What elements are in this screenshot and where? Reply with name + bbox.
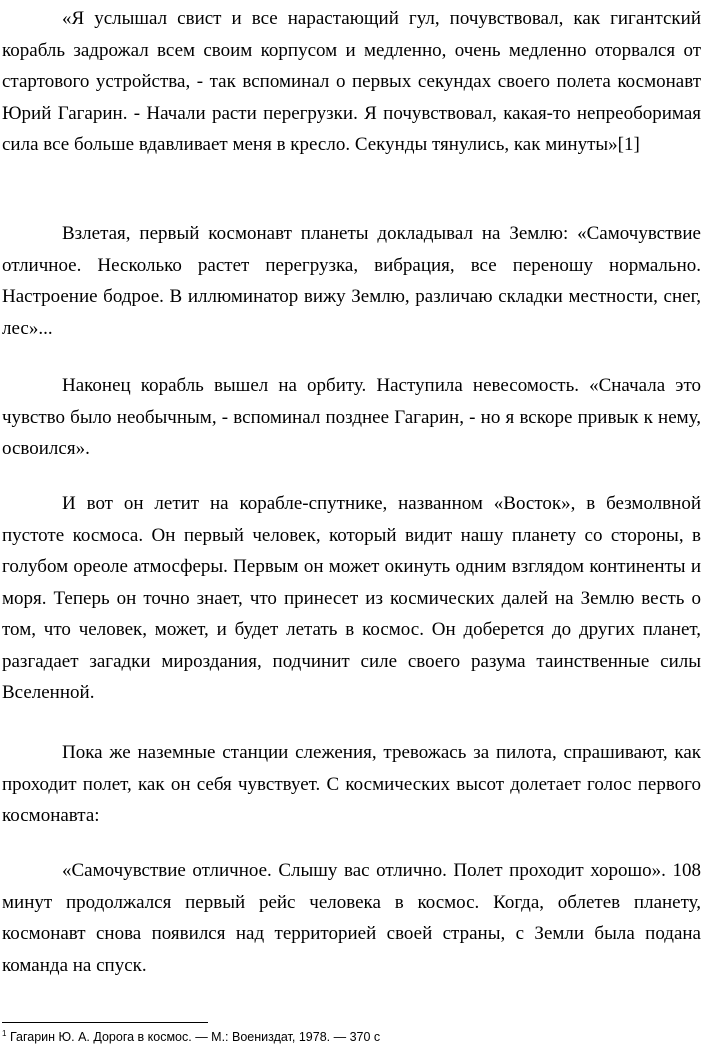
paragraph-text: «Я услышал свист и все нарастающий гул, почувствовал, как гигантский корабль задрожал всем своим корпусом и медленно, очень медленно оторвался от стартового устройства, - так вспоминал о первых секундах своего полета космонавт Юрий Гагарин. - Начали расти перегрузки. Я почувствовал, какая-то непреоборимая сила все больше вдавливает меня в кресло. Секунды тянулись, как минуты» (2, 8, 701, 155)
paragraph-text: «Самочувствие отличное. Слышу вас отлично. Полет проходит хорошо». 108 минут продолжался первый рейс человека в космос. Когда, облетев планету, космонавт снова появился над территорией своей страны, с Земли была подана команда на спуск. (2, 860, 701, 976)
footnote-text: Гагарин Ю. А. Дорога в космос. — М.: Воениздат, 1978. — 370 с (9, 1030, 381, 1044)
footnote-separator (2, 1022, 208, 1023)
paragraph-text: Наконец корабль вышел на орбиту. Наступила невесомость. «Сначала это чувство было необычным, - вспоминал позднее Гагарин, - но я вскоре привык к нему, освоился». (2, 375, 701, 459)
paragraph-vostok-flight (2, 488, 701, 709)
paragraph-orbit-weightlessness (2, 370, 701, 465)
footnote-marker: 1 (2, 1028, 7, 1038)
paragraph-takeoff-report (2, 218, 701, 344)
paragraph-text: И вот он летит на корабле-спутнике, названном «Восток», в безмолвной пустоте космоса. Он первый человек, который видит нашу планету со стороны, в голубом ореоле атмосферы. Первым он может окинуть одним взглядом континенты и моря. Теперь он точно знает, что принесет из космических далей на Землю весть о том, что человек, может, и будет летать в космос. Он доберется до других планет, разгадает загадки мироздания, подчинит силе своего разума таинственные силы Вселенной. (2, 493, 701, 703)
paragraph-text: Взлетая, первый космонавт планеты докладывал на Землю: «Самочувствие отличное. Несколько растет перегрузка, вибрация, все переношу нормально. Настроение бодрое. В иллюминатор вижу Землю, различаю складки местности, снег, лес»... (2, 223, 701, 339)
footnote-reference-link[interactable]: [1] (617, 134, 640, 155)
footnote (2, 1029, 692, 1045)
paragraph-ground-stations (2, 737, 701, 832)
paragraph-descent-command (2, 855, 701, 981)
paragraph-gagarin-launch-quote (2, 3, 701, 161)
paragraph-text: Пока же наземные станции слежения, тревожась за пилота, спрашивают, как проходит полет, как он себя чувствует. С космических высот долетает голос первого космонавта: (2, 742, 701, 826)
